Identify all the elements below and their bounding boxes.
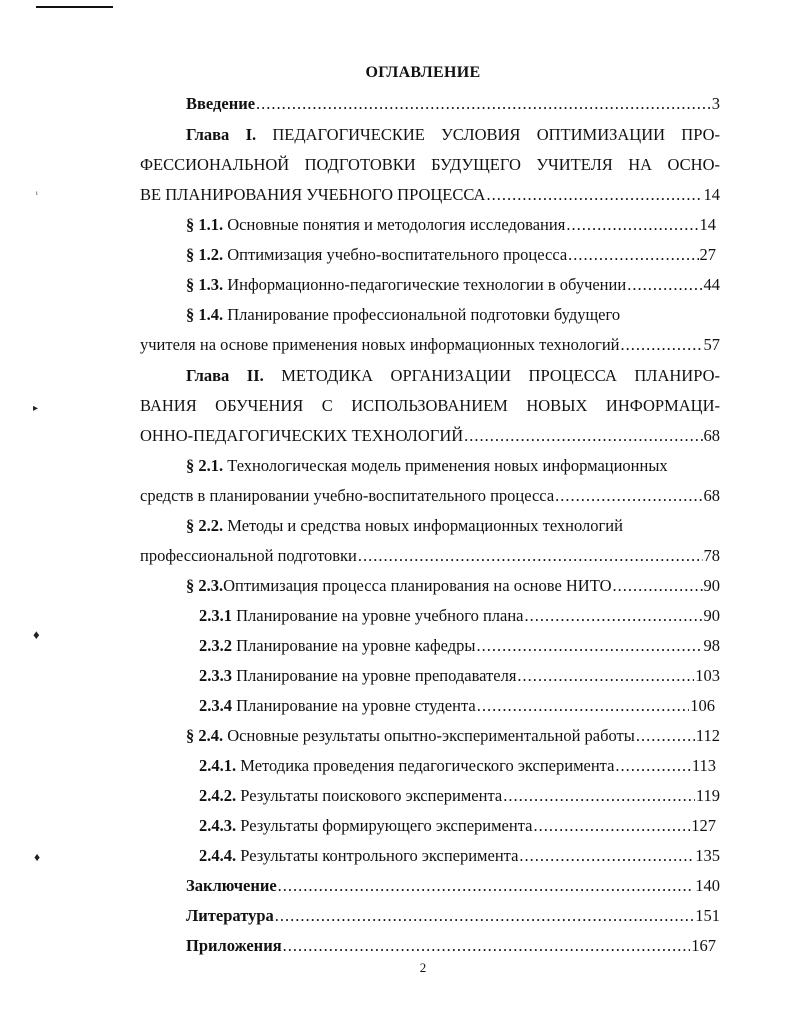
toc-leader — [636, 726, 695, 746]
toc-leader — [566, 215, 698, 235]
toc-page: 44 — [703, 275, 720, 294]
toc-page: 3 — [711, 94, 720, 113]
subsection-number: 2.3.4 — [199, 696, 232, 715]
subsection-title: Результаты формирующего эксперимента — [240, 816, 533, 835]
toc-leader — [278, 876, 695, 896]
subsection-number: 2.4.2. — [199, 786, 237, 805]
toc-page: 90 — [703, 576, 720, 595]
section-title: Оптимизация учебно-воспитательного процесса — [227, 245, 568, 264]
toc-leader — [517, 666, 694, 686]
toc-page: 127 — [691, 816, 716, 835]
toc-page: 98 — [703, 636, 720, 655]
toc-page: 113 — [691, 756, 716, 775]
toc-label: Введение — [186, 94, 256, 113]
toc-page: 14 — [699, 215, 716, 234]
subsection-number: 2.3.3 — [199, 666, 232, 685]
toc-leader — [358, 546, 703, 566]
toc-leader — [503, 786, 695, 806]
toc-entry-1-4-line-2[interactable] — [140, 335, 720, 355]
section-title: Информационно-педагогические технологии в обучении — [227, 275, 627, 294]
toc-page: 68 — [703, 426, 720, 445]
toc-entry-2-3-4[interactable] — [199, 696, 715, 716]
toc-page: 140 — [695, 876, 720, 895]
section-title: Планирование профессиональной подготовки будущего — [227, 305, 621, 324]
toc-entry-chapter-1-line-3[interactable] — [140, 185, 720, 205]
toc-leader — [533, 816, 690, 836]
toc-leader — [486, 185, 702, 205]
section-title: профессиональной подготовки — [140, 546, 357, 565]
subsection-title: Результаты контрольного эксперимента — [240, 846, 519, 865]
toc-page: 112 — [695, 726, 720, 745]
section-number: § 1.4. — [186, 305, 224, 324]
toc-entry-2-4-2[interactable] — [199, 786, 720, 806]
toc-entry-2-4-1[interactable] — [199, 756, 716, 776]
chapter-title: МЕТОДИКА ОРГАНИЗАЦИИ ПРОЦЕССА ПЛАНИРО- — [281, 366, 720, 385]
toc-leader — [256, 94, 711, 114]
subsection-title: Результаты поискового эксперимента — [240, 786, 503, 805]
toc-label: Литература — [186, 906, 274, 925]
toc-entry-chapter-1-line-1[interactable] — [186, 125, 720, 145]
toc-leader — [283, 936, 691, 956]
section-number: § 1.1. — [186, 215, 224, 234]
toc-entry-2-1-line-2[interactable] — [140, 486, 720, 506]
toc-entry-2-1-line-1[interactable] — [186, 456, 720, 476]
toc-entry-2-2-line-2[interactable] — [140, 546, 720, 566]
toc-leader — [615, 756, 690, 776]
section-number: § 2.1. — [186, 456, 224, 475]
toc-entry-literature[interactable] — [186, 906, 720, 926]
subsection-title: Методика проведения педагогического эксперимента — [240, 756, 615, 775]
toc-entry-2-4-4[interactable] — [199, 846, 720, 866]
chapter-prefix: Глава II. — [186, 366, 264, 385]
chapter-title: ВЕ ПЛАНИРОВАНИЯ УЧЕБНОГО ПРОЦЕССА — [140, 185, 486, 204]
toc-page: 106 — [690, 696, 715, 715]
section-title: учителя на основе применения новых информационных технологий — [140, 335, 620, 354]
subsection-title: Планирование на уровне преподавателя — [236, 666, 517, 685]
section-title: Оптимизация процесса планирования на основе НИТО — [223, 576, 612, 595]
toc-entry-2-3-3[interactable] — [199, 666, 720, 686]
toc-leader — [464, 426, 702, 446]
toc-page: 135 — [695, 846, 720, 865]
subsection-title: Планирование на уровне студента — [236, 696, 476, 715]
toc-page: 57 — [703, 335, 720, 354]
toc-page: 151 — [695, 906, 720, 925]
toc-entry-1-3[interactable] — [186, 275, 720, 295]
section-title: Основные результаты опытно-экспериментальной работы — [227, 726, 635, 745]
toc-entry-1-1[interactable] — [186, 215, 716, 235]
page-title: ОГЛАВЛЕНИЕ — [365, 64, 481, 81]
subsection-title: Планирование на уровне учебного плана — [236, 606, 524, 625]
chapter-title: ФЕССИОНАЛЬНОЙ ПОДГОТОВКИ БУДУЩЕГО УЧИТЕЛЯ НА ОСНО- — [140, 155, 720, 174]
toc-leader — [568, 245, 698, 265]
subsection-number: 2.3.1 — [199, 606, 232, 625]
toc-leader — [524, 606, 702, 626]
toc-entry-2-3-2[interactable] — [199, 636, 720, 656]
section-number: § 1.3. — [186, 275, 224, 294]
toc-page: 78 — [703, 546, 720, 565]
toc-leader — [621, 335, 703, 355]
scan-artifact: ♦ — [34, 850, 41, 864]
scan-artifact: ᵢ — [36, 186, 38, 197]
toc-entry-2-3[interactable] — [186, 576, 720, 596]
toc-page: 90 — [703, 606, 720, 625]
toc-leader — [555, 486, 702, 506]
toc-entry-2-4-3[interactable] — [199, 816, 716, 836]
toc-page: 14 — [703, 185, 720, 204]
section-title: Технологическая модель применения новых информационных — [227, 456, 668, 475]
top-rule — [36, 6, 113, 8]
toc-entry-chapter-2-line-3[interactable] — [140, 426, 720, 446]
toc-entry-2-3-1[interactable] — [199, 606, 720, 626]
section-number: § 2.2. — [186, 516, 224, 535]
page-number: 2 — [419, 960, 427, 975]
chapter-title: ВАНИЯ ОБУЧЕНИЯ С ИСПОЛЬЗОВАНИЕМ НОВЫХ ИНФОРМАЦИ- — [140, 396, 720, 415]
toc-leader — [627, 275, 702, 295]
toc-entry-1-2[interactable] — [186, 245, 716, 265]
section-title: средств в планировании учебно-воспитательного процесса — [140, 486, 555, 505]
toc-page: 27 — [699, 245, 716, 264]
toc-page: 103 — [695, 666, 720, 685]
toc-entry-chapter-1-line-2 — [140, 155, 720, 175]
subsection-number: 2.4.3. — [199, 816, 237, 835]
toc-page: 119 — [695, 786, 720, 805]
toc-leader — [613, 576, 703, 596]
toc-entry-2-2-line-1[interactable] — [186, 516, 720, 536]
toc-entry-2-4[interactable] — [186, 726, 720, 746]
toc-leader — [275, 906, 694, 926]
toc-entry-chapter-2-line-2 — [140, 396, 720, 416]
subsection-number: 2.4.4. — [199, 846, 237, 865]
section-title: Методы и средства новых информационных технологий — [227, 516, 623, 535]
toc-label: Заключение — [186, 876, 277, 895]
section-number: § 1.2. — [186, 245, 224, 264]
toc-entry-1-4-line-1[interactable] — [186, 305, 720, 325]
section-number: § 2.3. — [186, 576, 224, 595]
chapter-title: ОННО-ПЕДАГОГИЧЕСКИХ ТЕХНОЛОГИЙ — [140, 426, 464, 445]
toc-entry-conclusion[interactable] — [186, 876, 720, 896]
subsection-title: Планирование на уровне кафедры — [236, 636, 476, 655]
toc-leader — [477, 696, 690, 716]
toc-entry-chapter-2-line-1[interactable] — [186, 366, 720, 386]
chapter-prefix: Глава I. — [186, 125, 257, 144]
toc-leader — [519, 846, 694, 866]
toc-label: Приложения — [186, 936, 282, 955]
toc-entry-appendix[interactable] — [186, 936, 716, 956]
section-number: § 2.4. — [186, 726, 224, 745]
toc-entry-intro[interactable] — [186, 94, 720, 114]
toc-page: 167 — [691, 936, 716, 955]
toc-leader — [476, 636, 702, 656]
section-title: Основные понятия и методология исследования — [227, 215, 566, 234]
subsection-number: 2.4.1. — [199, 756, 237, 775]
scan-artifact: ▸ — [33, 403, 39, 414]
scan-artifact: ♦ — [33, 627, 40, 642]
toc-page: 68 — [703, 486, 720, 505]
subsection-number: 2.3.2 — [199, 636, 232, 655]
chapter-title: ПЕДАГОГИЧЕСКИЕ УСЛОВИЯ ОПТИМИЗАЦИИ ПРО- — [272, 125, 720, 144]
